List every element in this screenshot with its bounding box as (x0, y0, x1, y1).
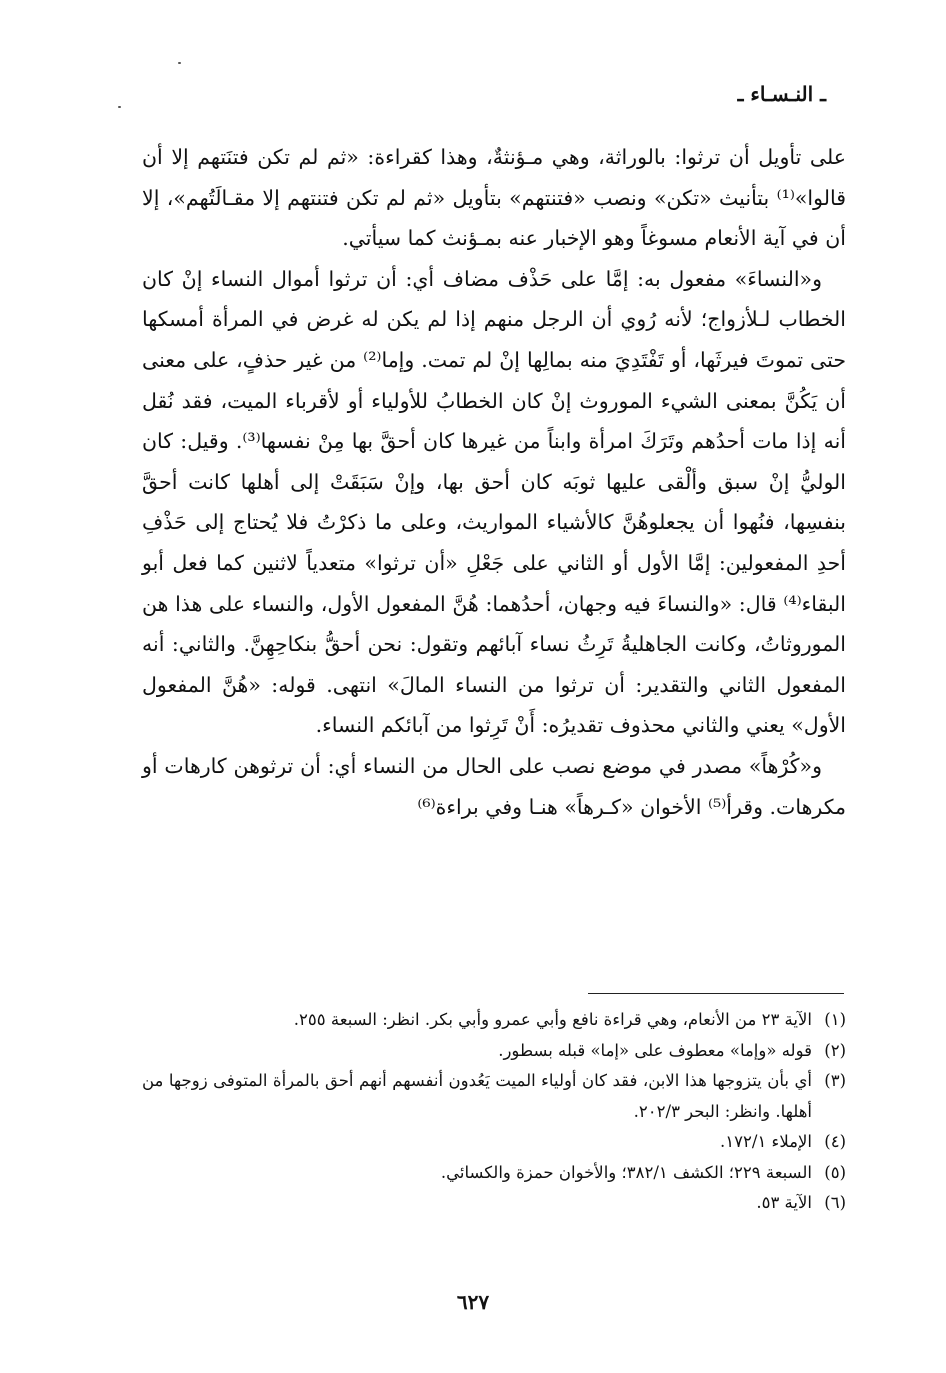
footnote (142, 1036, 846, 1067)
footnote-text: الآية ٥٣. (756, 1193, 812, 1212)
running-header: ـ النـسـاء ـ (737, 82, 826, 106)
footnote (142, 1127, 846, 1158)
footnote-number: (٢) (824, 1040, 846, 1060)
footnote-number: (٦) (824, 1193, 846, 1212)
footnotes (142, 1005, 846, 1219)
footnote-text: قوله «وإما» معطوف على «إما» قبله بسطور. (498, 1040, 812, 1060)
footnote-number: (٣) (824, 1071, 846, 1090)
footnote-text: الإملاء ١٧٢/١. (720, 1132, 812, 1151)
footnote-number: (٥) (824, 1162, 846, 1182)
paragraph-2: و«النساءَ» مفعول به: إمَّا على حَذْف مضاف أي: أن ترثوا أموال النساء إنْ كان الخطاب لـلأزواج؛ لأنه رُوي أن الرجل منهم إذا لم يكن له غرض في المرأة أمسكها حتى تموتَ فيرثَها، أو تَفْتَدِيَ منه بمالِها إنْ لم تمت. وإما⁽²⁾ من غير حذفٍ، على معنى أن يَكُنَّ بمعنى الشيء الموروث إنْ كان الخطابُ للأولياء أو لأقرباء الميت، فقد نُقل أنه إذا مات أحدُهم وتَرَكَ امرأة وابناً من غيرها كان أحقَّ بها مِنْ نفسها⁽³⁾. وقيل: كان الوليُّ إنْ سبق وألْقى عليها ثوبَه كان أحق بها، وإنْ سَبَقَتْ إلى أهلها كانت أحقَّ بنفسِها، فنُهوا أن يجعلوهُنَّ كالأشياء المواريث، وعلى ما ذكرْتُ فلا يُحتاج إلى حَذْفِ أحدِ المفعولين: إمَّا الأول أو الثاني على جَعْلِ «أن ترثوا» متعدياً لاثنين كما فعل أبو البقاء⁽⁴⁾ قال: «والنساءَ فيه وجهان، أحدُهما: هُنَّ المفعول الأول، والنساء على هذا هن الموروثاتُ، وكانت الجاهليةُ تَرِثُ نساء آبائهم وتقول: نحن أحقُّ بنكاحِهِنَّ. والثاني: أنه المفعول الثاني والتقدير: أن ترثوا من النساء المالَ» انتهى. قوله: «هُنَّ المفعول الأول» يعني والثاني محذوف تقديرُه: أَنْ تَرِثوا من آبائكم النساء. (142, 266, 847, 738)
footnote-number: (٤) (824, 1132, 846, 1151)
footnote (142, 1188, 846, 1219)
footnote (142, 1005, 846, 1036)
footnote-number: (١) (824, 1010, 846, 1029)
paragraph-1: على تأويل أن ترثوا: بالوراثة، وهي مـؤنثةٌ، وهذا كقراءة: «ثم لم تكن فتنَتهم إلا أن قالوا»⁽¹⁾ بتأنيث «تكن» ونصب «فتنتهم» بتأويل «ثم لم تكن فتنتهم إلا مقـالَتُهم»، إلا أن في آية الأنعام مسوغاً وهو الإخبار عنه بمـؤنث كما سيأتي. (142, 145, 846, 251)
footnote-text: الآية ٢٣ من الأنعام، وهي قراءة نافع وأبي عمرو وأبي بكر. انظر: السبعة ٢٥٥. (293, 1010, 812, 1029)
footnote-text: السبعة ٢٢٩؛ الكشف ٣٨٢/١؛ والأخوان حمزة والكسائي. (440, 1162, 812, 1182)
paragraph-3: و«كُرْهاً» مصدر في موضع نصب على الحال من النساء أي: أن ترثوهن كارهات أو مكرهات. وقرأ⁽⁵⁾ الأخوان «كـرهاً» هنـا وفي براءة⁽⁶⁾ (142, 753, 846, 819)
footnote-separator (588, 993, 844, 994)
footnote (142, 1066, 846, 1127)
main-text (142, 137, 846, 827)
scan-speck (178, 62, 181, 64)
footnote-text: أي بأن يتزوجها هذا الابن، فقد كان أولياء الميت يَعُدون أنفسهم أنهم أحق بالمرأة المتوفى زوجها من أهلها. وانظر: البحر ٢٠٢/٣. (142, 1071, 812, 1121)
footnote (142, 1158, 846, 1189)
page-number: ٦٢٧ (456, 1290, 490, 1314)
scan-speck (118, 106, 121, 108)
